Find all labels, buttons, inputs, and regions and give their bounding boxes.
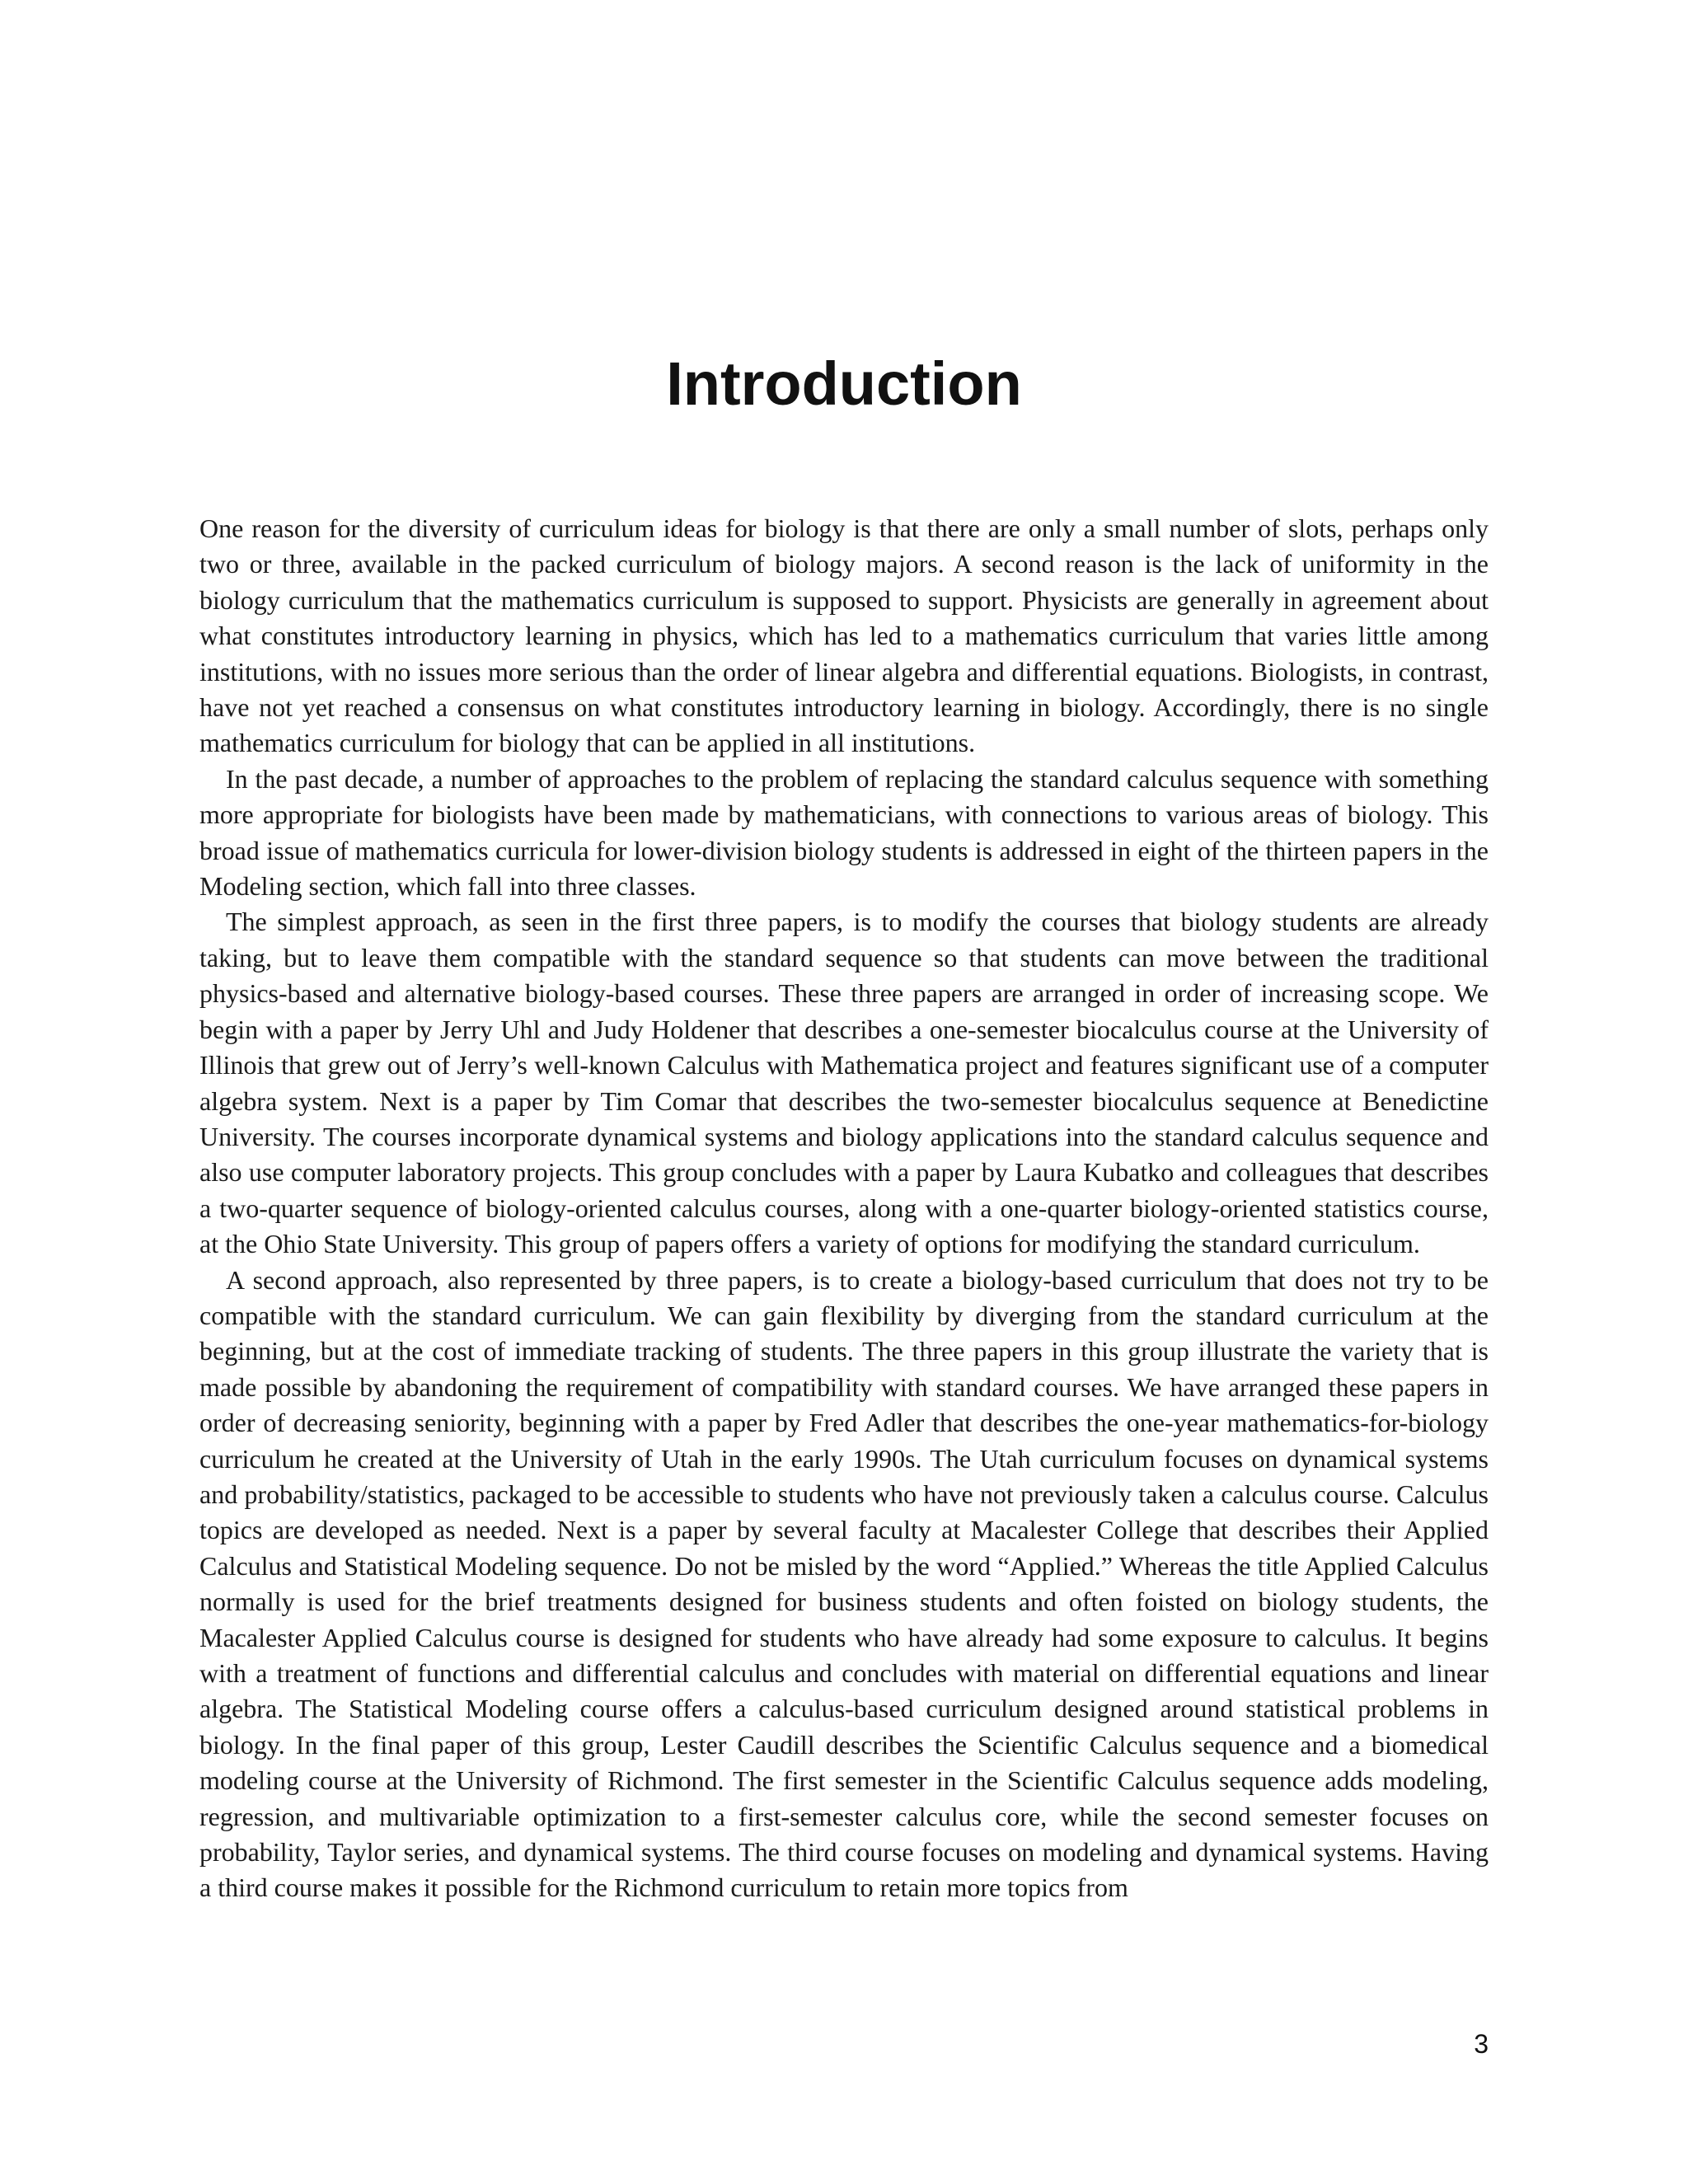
- page-title: Introduction: [666, 349, 1022, 418]
- paragraph-4: A second approach, also represented by three papers, is to create a biology-based curriculum that does not try to be compatible with the standard curriculum. We can gain flexibility by diverging from the standard curriculum at the beginning, but at the cost of immediate tracking of students. The three papers in this group illustrate the variety that is made possible by abandoning the requirement of compatibility with standard courses. We have arranged these papers in order of decreasing seniority, beginning with a paper by Fred Adler that describes the one-year mathematics-for-biology curriculum he created at the University of Utah in the early 1990s. The Utah curriculum focuses on dynamical systems and probability/statistics, packaged to be accessible to students who have not previously taken a calculus course. Calculus topics are developed as needed. Next is a paper by several faculty at Macalester College that describes their Applied Calculus and Statistical Modeling sequence. Do not be misled by the word “Applied.” Whereas the title Applied Calculus normally is used for the brief treatments designed for business students and often foisted on biology students, the Macalester Applied Calculus course is designed for students who have already had some exposure to calculus. It begins with a treatment of functions and differential calculus and concludes with material on differential equations and linear algebra. The Statistical Modeling course offers a calculus-based curriculum designed around statistical problems in biology. In the final paper of this group, Lester Caudill describes the Scientific Calculus sequence and a biomedical modeling course at the University of Richmond. The first semester in the Scientific Calculus sequence adds modeling, regression, and multivariable optimization to a first-semester calculus core, while the second semester focuses on probability, Taylor series, and dynamical systems. The third course focuses on modeling and dynamical systems. Having a third course makes it possible for the Richmond curriculum to retain more topics from: [199, 1264, 1489, 1903]
- paragraph-1: One reason for the diversity of curriculum ideas for biology is that there are only a small number of slots, perhaps only two or three, available in the packed curriculum of biology majors. A second reason is the lack of uniformity in the biology curriculum that the mathematics curriculum is supposed to support. Physicists are generally in agreement about what constitutes introductory learning in physics, which has led to a mathematics curriculum that varies little among institutions, with no issues more serious than the order of linear algebra and differential equations. Biologists, in contrast, have not yet reached a consensus on what constitutes introductory learning in biology. Accordingly, there is no single mathematics curriculum for biology that can be applied in all institutions.: [199, 513, 1489, 758]
- body-text: [199, 511, 1489, 1906]
- page-number: 3: [1474, 2029, 1489, 2059]
- paragraph-2: In the past decade, a number of approaches to the problem of replacing the standard calculus sequence with something more appropriate for biologists have been made by mathematicians, with connections to various areas of biology. This broad issue of mathematics curricula for lower-division biology students is addressed in eight of the thirteen papers in the Modeling section, which fall into three classes.: [199, 763, 1489, 902]
- paragraph-3: The simplest approach, as seen in the first three papers, is to modify the courses that biology students are already taking, but to leave them compatible with the standard sequence so that students can move between the traditional physics-based and alternative biology-based courses. These three papers are arranged in order of increasing scope. We begin with a paper by Jerry Uhl and Judy Holdener that describes a one-semester biocalculus course at the University of Illinois that grew out of Jerry’s well-known Calculus with Mathematica project and features significant use of a computer algebra system. Next is a paper by Tim Comar that describes the two-semester biocalculus sequence at Benedictine University. The courses incorporate dynamical systems and biology applications into the standard calculus sequence and also use computer laboratory projects. This group concludes with a paper by Laura Kubatko and colleagues that describes a two-quarter sequence of biology-oriented calculus courses, along with a one-quarter biology-oriented statistics course, at the Ohio State University. This group of papers offers a variety of options for modifying the standard curriculum.: [199, 907, 1489, 1259]
